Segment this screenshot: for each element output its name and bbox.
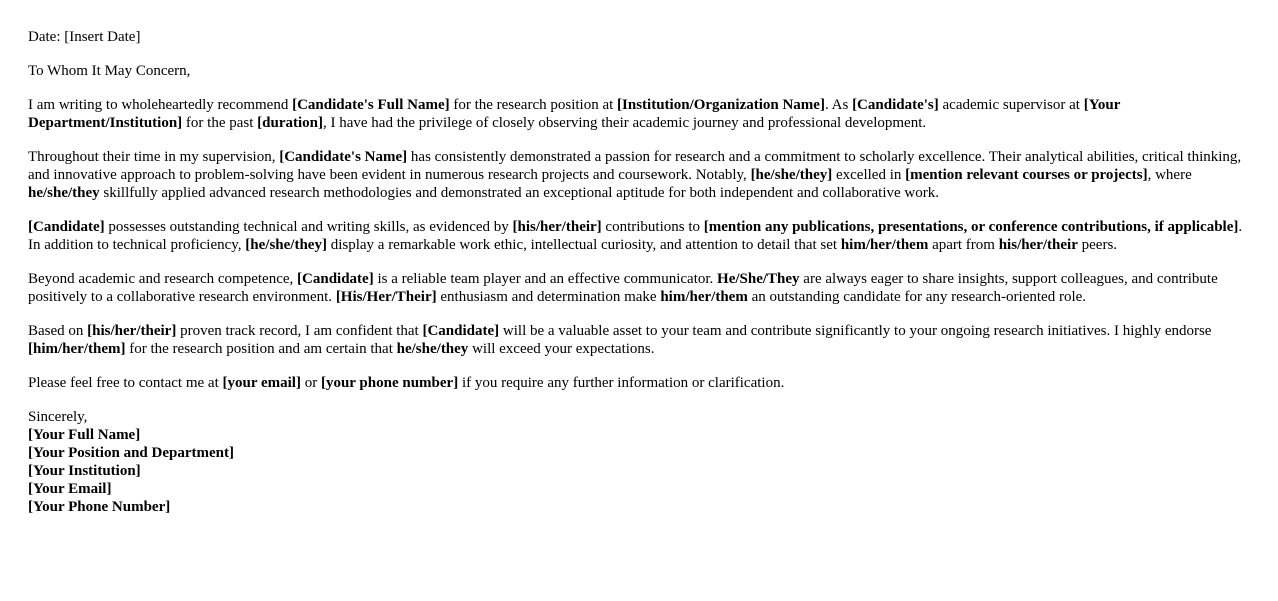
body-paragraph-2 xyxy=(28,148,1254,202)
placeholder-text: [he/she/they] xyxy=(750,167,833,183)
date-line: Date: [Insert Date] xyxy=(28,29,141,45)
body-paragraph-5 xyxy=(28,322,1254,358)
recommendation-letter xyxy=(28,28,1254,516)
placeholder-text: [him/her/them] xyxy=(28,341,126,357)
placeholder-text: [your phone number] xyxy=(320,375,459,391)
body-text: is a reliable team player and an effective communicator. xyxy=(373,271,718,287)
closing: Sincerely, xyxy=(28,409,88,425)
body-text: for the past xyxy=(182,115,258,131)
body-text: for the research position and am certain that xyxy=(125,341,397,357)
body-text: apart from xyxy=(928,237,999,253)
placeholder-text: [Candidate's] xyxy=(852,97,939,113)
signature-full-name: [Your Full Name] xyxy=(28,427,141,443)
body-text: an outstanding candidate for any research-oriented role. xyxy=(747,289,1087,305)
placeholder-text: [Candidate] xyxy=(297,271,374,287)
signature-phone: [Your Phone Number] xyxy=(28,499,171,515)
placeholder-text: he/she/they xyxy=(28,185,100,201)
placeholder-text: him/her/them xyxy=(840,237,929,253)
body-text: for the research position at xyxy=(449,97,618,113)
placeholder-text: his/her/their xyxy=(998,237,1078,253)
body-text: Throughout their time in my supervision, xyxy=(28,149,280,165)
body-text: . In addition to technical proficiency, xyxy=(28,219,1243,253)
placeholder-text: he/she/they xyxy=(396,341,469,357)
body-text: display a remarkable work ethic, intellectual curiosity, and attention to detail that set xyxy=(326,237,841,253)
body-text: will exceed your expectations. xyxy=(468,341,655,357)
body-text: enthusiasm and determination make xyxy=(436,289,661,305)
body-text: possesses outstanding technical and writing skills, as evidenced by xyxy=(104,219,513,235)
body-text: if you require any further information or clarification. xyxy=(458,375,785,391)
placeholder-text: [Candidate's Name] xyxy=(279,149,408,165)
body-paragraph-3 xyxy=(28,218,1254,254)
body-text: are always eager to share insights, support colleagues, and contribute positively to a collaborative research environment. xyxy=(28,271,1218,305)
placeholder-text: [Candidate] xyxy=(28,219,105,235)
placeholder-text: [His/Her/Their] xyxy=(335,289,437,305)
placeholder-text: [he/she/they] xyxy=(245,237,327,253)
body-paragraph-6 xyxy=(28,374,1254,392)
placeholder-text: [mention relevant courses or projects] xyxy=(905,167,1148,183)
body-text: Based on xyxy=(28,323,88,339)
body-text: . As xyxy=(824,97,853,113)
body-paragraph-4 xyxy=(28,270,1254,306)
placeholder-text: [your email] xyxy=(222,375,301,391)
signature-institution: [Your Institution] xyxy=(28,463,141,479)
placeholder-text: [Institution/Organization Name] xyxy=(617,97,825,113)
body-paragraph-1 xyxy=(28,96,1254,132)
placeholder-text: [his/her/their] xyxy=(87,323,177,339)
body-text: Beyond academic and research competence, xyxy=(28,271,298,287)
placeholder-text: [mention any publications, presentations, or conference contributions, if applicable] xyxy=(703,219,1239,235)
body-text: proven track record, I am confident that xyxy=(176,323,423,339)
body-text: will be a valuable asset to your team and contribute significantly to your ongoing research initiatives. I highly endorse xyxy=(499,323,1212,339)
signature-email: [Your Email] xyxy=(28,481,112,497)
body-text: skillfully applied advanced research methodologies and demonstrated an exceptional aptitude for both independent and collaborative work. xyxy=(99,185,939,201)
placeholder-text: [Candidate's Full Name] xyxy=(292,97,450,113)
placeholder-text: [his/her/their] xyxy=(512,219,602,235)
body-text: or xyxy=(300,375,321,391)
signature-block xyxy=(28,408,1254,516)
salutation: To Whom It May Concern, xyxy=(28,63,191,79)
body-text: I am writing to wholeheartedly recommend xyxy=(28,97,293,113)
body-text: academic supervisor at xyxy=(938,97,1084,113)
placeholder-text: [Candidate] xyxy=(422,323,500,339)
body-text: has consistently demonstrated a passion for research and a commitment to scholarly excellence. Their analytical abilities, critical thinking, and innovative approach to problem-solving have been evident in numerous research projects and coursework. Notably, xyxy=(28,149,1242,183)
body-text: excelled in xyxy=(832,167,906,183)
body-text: peers. xyxy=(1077,237,1118,253)
body-text: , where xyxy=(1147,167,1192,183)
placeholder-text: [duration] xyxy=(257,115,323,131)
placeholder-text: [Your Department/Institution] xyxy=(28,97,1121,131)
placeholder-text: him/her/them xyxy=(660,289,748,305)
body-text: , I have had the privilege of closely observing their academic journey and professional development. xyxy=(323,115,927,131)
body-text: contributions to xyxy=(601,219,704,235)
placeholder-text: He/She/They xyxy=(717,271,800,287)
body-text: Please feel free to contact me at xyxy=(28,375,223,391)
signature-position: [Your Position and Department] xyxy=(28,445,234,461)
